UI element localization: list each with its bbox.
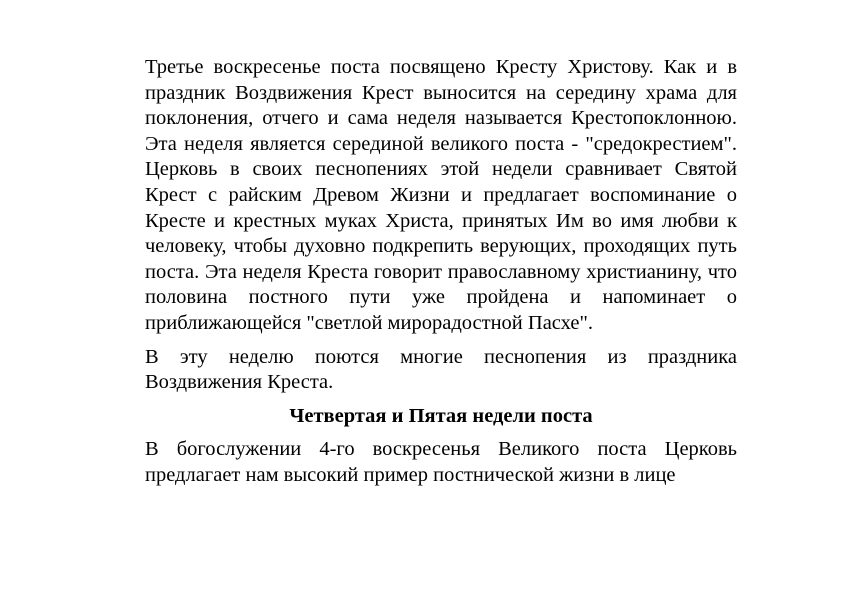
paragraph-fourth-sunday: В богослужении 4-го воскресенья Великого поста Церковь предлагает нам высокий пример постнической жизни в лице (145, 438, 737, 486)
document-page (145, 55, 737, 489)
section-heading: Четвертая и Пятая недели поста (289, 404, 593, 427)
paragraph-cross-sunday: Третье воскресенье поста посвящено Кресту Христову. Как и в праздник Воздвижения Крест выносится на середину храма для поклонения, отчего и сама неделя называется Крестопоклонною. Эта неделя является серединой великого поста - "средокрестием". Церковь в своих песнопениях этой недели сравнивает Святой Крест с райским Древом Жизни и предлагает воспоминание о Кресте и крестных муках Христа, принятых Им во имя любви к человеку, чтобы духовно подкрепить верующих, проходящих путь поста. Эта неделя Креста говорит православному христианину, что половина постного пути уже пройдена и напоминает о приближающейся "светлой мирорадостной Пасхе". (145, 56, 737, 334)
paragraph-hymns: В эту неделю поются многие песнопения из праздника Воздвижения Креста. (145, 345, 737, 394)
